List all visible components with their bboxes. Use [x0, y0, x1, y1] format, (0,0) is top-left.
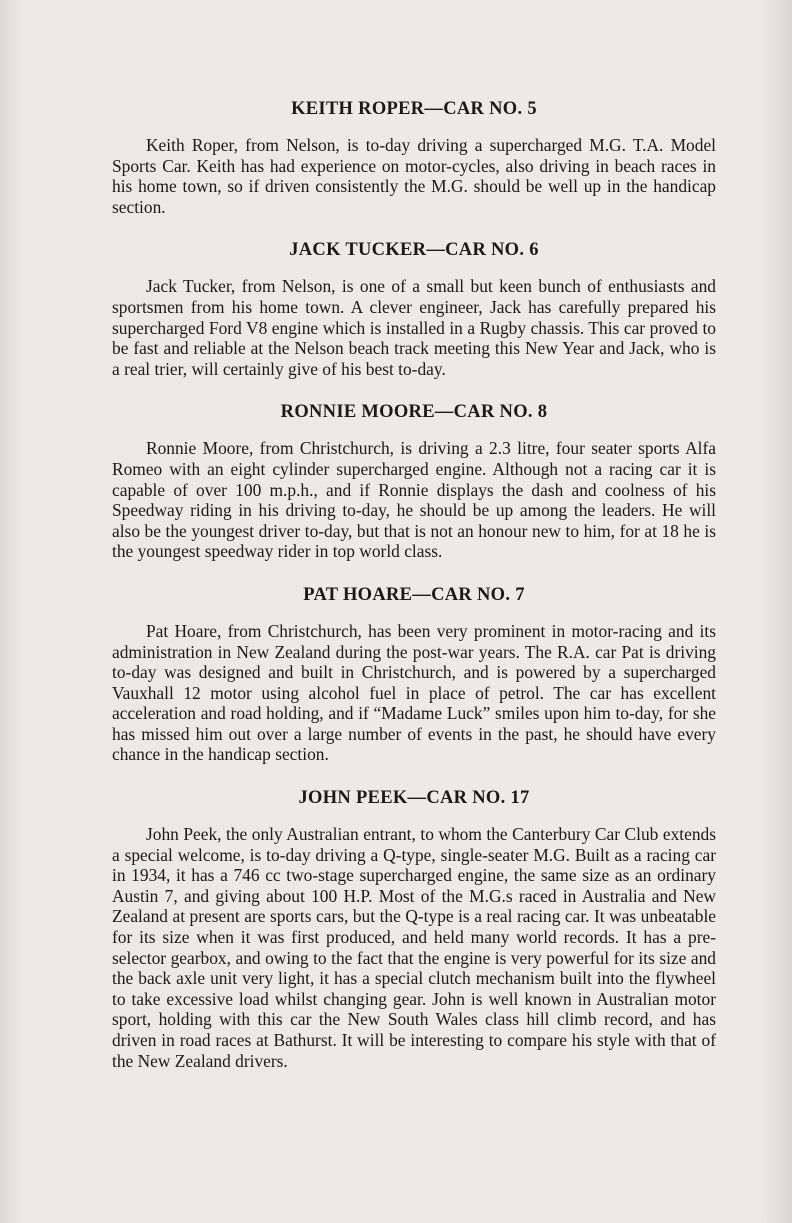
section-heading: JACK TUCKER—CAR NO. 6	[289, 240, 539, 261]
section-heading: PAT HOARE—CAR NO. 7	[303, 584, 525, 605]
section-heading: JOHN PEEK—CAR NO. 17	[298, 788, 530, 809]
driver-section-jack-tucker	[112, 239, 716, 379]
driver-section-john-peek	[112, 787, 716, 1071]
driver-section-pat-hoare	[112, 584, 716, 765]
driver-section-keith-roper	[112, 98, 716, 217]
section-body: Keith Roper, from Nelson, is to-day driving a supercharged M.G. T.A. Model Sports Car. Keith has had experience on motor-cycles, also driving in beach races in his home town, so if driven consistently the M.G. should be well up in the handicap section.	[112, 135, 716, 217]
section-body: Ronnie Moore, from Christchurch, is driving a 2.3 litre, four seater sports Alfa Romeo with an eight cylinder supercharged engine. Although not a racing car it is capable of over 100 m.p.h., and if Ronnie displays the dash and coolness of his Speedway riding in his driving to-day, he should be up among the leaders. He will also be the youngest driver to-day, but that is not an honour new to him, for at 18 he is the youngest speedway rider in top world class.	[112, 438, 716, 562]
driver-section-ronnie-moore	[112, 401, 716, 562]
section-heading: KEITH ROPER—CAR NO. 5	[291, 99, 537, 119]
section-body: John Peek, the only Australian entrant, to whom the Canterbury Car Club extends a special welcome, is to-day driving a Q-type, single-seater M.G. Built as a racing car in 1934, it has a 746 cc two-stage supercharged engine, the same size as an ordinary Austin 7, and giving about 100 H.P. Most of the M.G.s raced in Australia and New Zealand at present are sports cars, but the Q-type is a real racing car. It was unbeatable for its size when it was first produced, and held many world records. It has a pre-selector gearbox, and owing to the fact that the engine is very powerful for its size and the back axle unit very light, it has a special clutch mechanism built into the flywheel to take excessive load whilst changing gear. John is well known in Australian motor sport, holding with this car the New South Wales class hill climb record, and has driven in road races at Bathurst. It will be interesting to compare his style with that of the New Zealand drivers.	[112, 824, 716, 1071]
section-heading: RONNIE MOORE—CAR NO. 8	[280, 402, 548, 423]
section-body: Jack Tucker, from Nelson, is one of a small but keen bunch of enthusiasts and sportsmen from his home town. A clever engineer, Jack has carefully prepared his supercharged Ford V8 engine which is installed in a Rugby chassis. This car proved to be fast and reliable at the Nelson beach track meeting this New Year and Jack, who is a real trier, will certainly give of his best to-day.	[112, 276, 716, 379]
document-content	[112, 98, 716, 1093]
section-body: Pat Hoare, from Christchurch, has been very prominent in motor-racing and its administration in New Zealand during the post-war years. The R.A. car Pat is driving to-day was designed and built in Christchurch, and is powered by a supercharged Vauxhall 12 motor using alcohol fuel in place of petrol. The car has excellent acceleration and road holding, and if “Madame Luck” smiles upon him to-day, for she has missed him out over a large number of events in the past, he should have every chance in the handicap section.	[112, 620, 716, 765]
